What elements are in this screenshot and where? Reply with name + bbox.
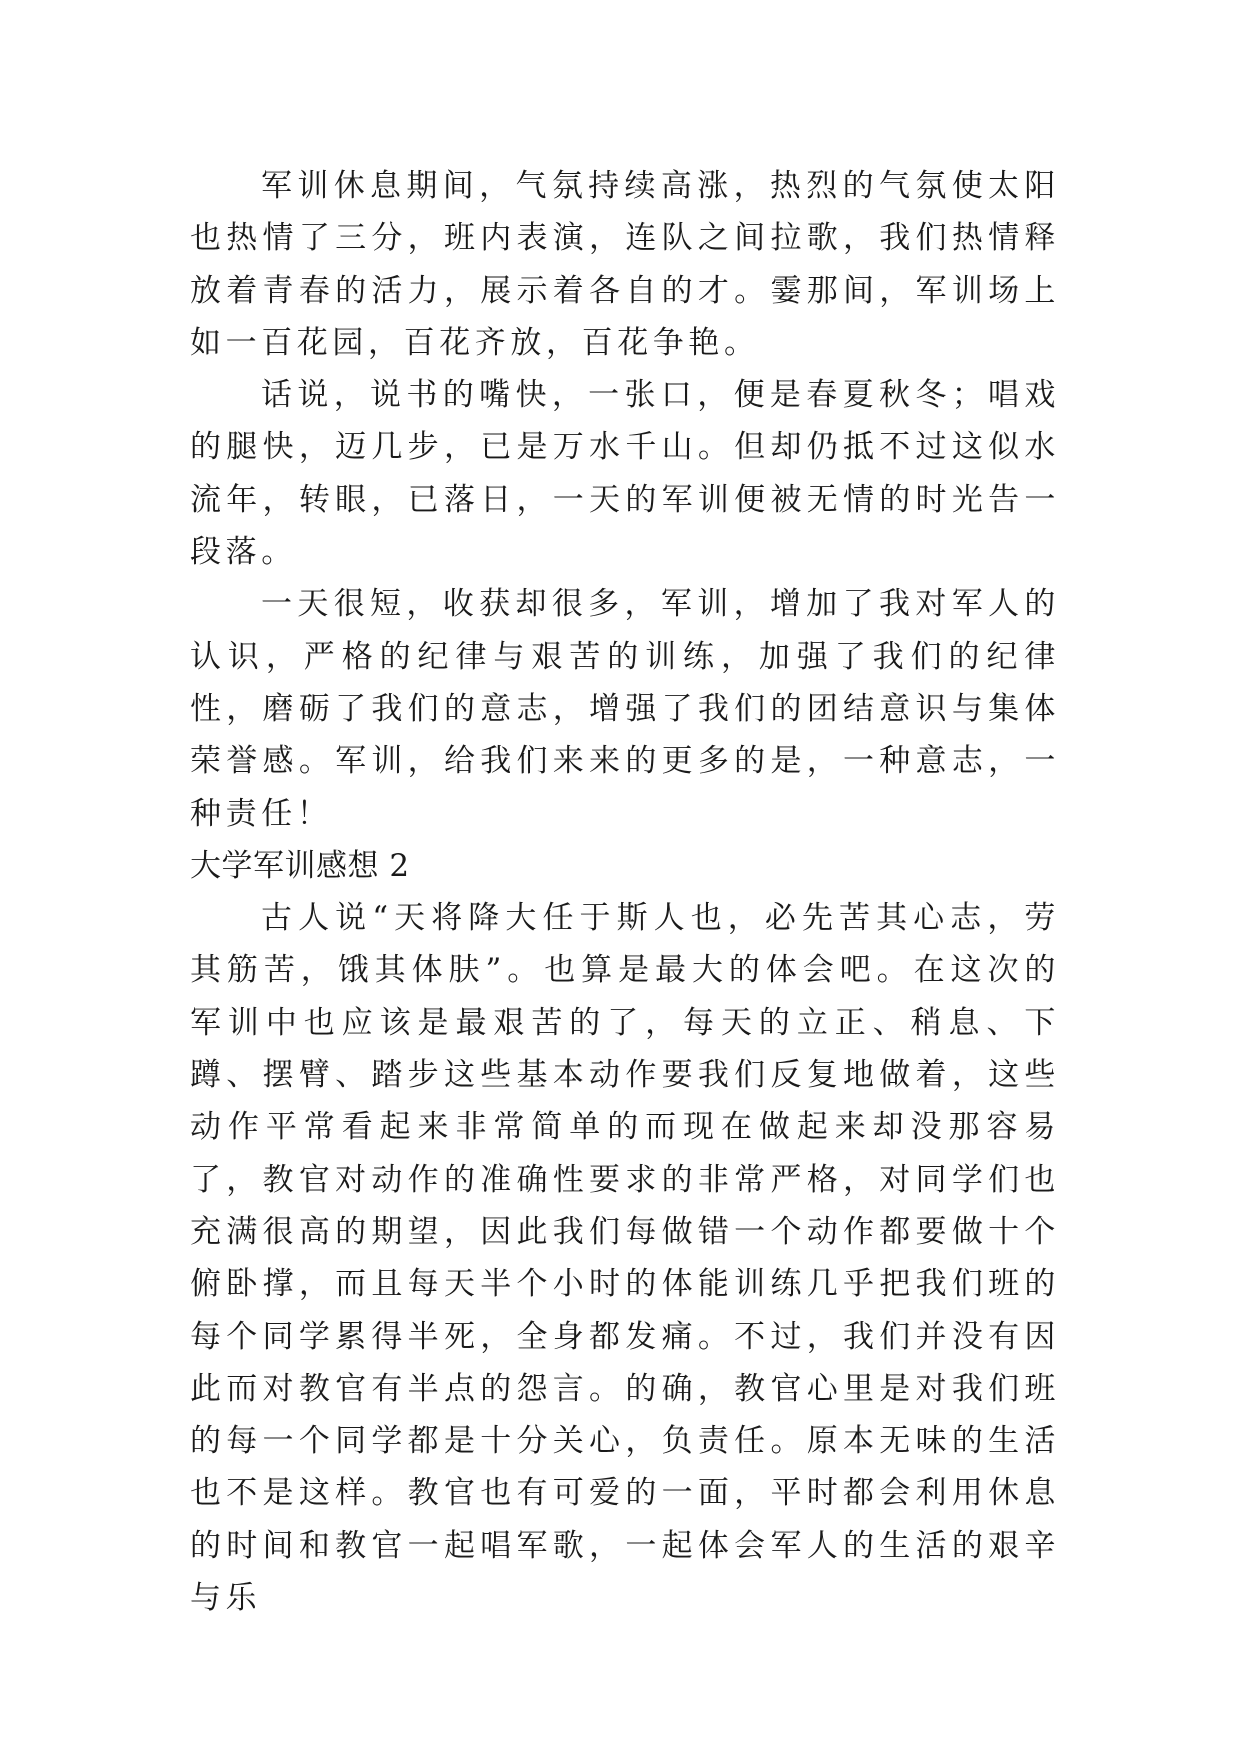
paragraph-hardship: 古人说“天将降大任于斯人也，必先苦其心志，劳其筋苦，饿其体肤”。也算是最大的体会吧。在这次的军训中也应该是最艰苦的了，每天的立正、稍息、下蹲、摆臂、踏步这些基本动作要我们反复地做着，这些动作平常看起来非常简单的而现在做起来却没那容易了，教官对动作的准确性要求的非常严格，对同学们也充满很高的期望，因此我们每做错一个动作都要做十个俯卧撑，而且每天半个小时的体能训练几乎把我们班的每个同学累得半死，全身都发痛。不过，我们并没有因此而对教官有半点的怨言。的确，教官心里是对我们班的每一个同学都是十分关心，负责任。原本无味的生活也不是这样。教官也有可爱的一面，平时都会利用休息的时间和教官一起唱军歌，一起体会军人的生活的艰辛与乐: [190, 900, 1060, 1617]
section-title: 大学军训感想 2: [190, 847, 410, 884]
paragraph-break-time: 军训休息期间，气氛持续高涨，热烈的气氛使太阳也热情了三分，班内表演，连队之间拉歌，我们热情释放着青春的活力，展示着各自的才。霎那间，军训场上如一百花园，百花齐放，百花争艳。: [190, 168, 1060, 361]
document-body: [190, 160, 1060, 1624]
paragraph-gains: 一天很短，收获却很多，军训，增加了我对军人的认识，严格的纪律与艰苦的训练，加强了我们的纪律性，磨砺了我们的意志，增强了我们的团结意识与集体荣誉感。军训，给我们来来的更多的是，一种意志，一种责任！: [190, 586, 1060, 832]
paragraph-time-passing: 话说，说书的嘴快，一张口，便是春夏秋冬；唱戏的腿快，迈几步，已是万水千山。但却仍抵不过这似水流年，转眼，已落日，一天的军训便被无情的时光告一段落。: [190, 377, 1060, 571]
